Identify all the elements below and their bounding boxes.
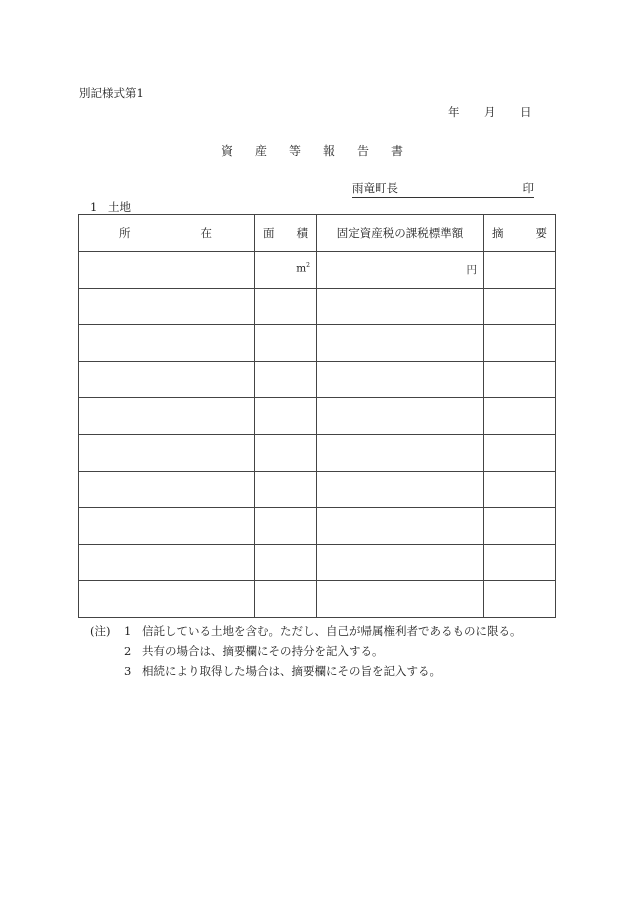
area-unit: $m^2$ — [296, 262, 310, 275]
area-cell[interactable] — [255, 508, 317, 545]
section-number: 1 — [90, 200, 98, 214]
note-item — [90, 641, 522, 661]
area-cell[interactable] — [255, 471, 317, 508]
area-cell[interactable] — [255, 434, 317, 471]
header-area-a: 面 — [263, 226, 275, 240]
location-cell[interactable] — [79, 508, 255, 545]
table-row — [79, 434, 556, 471]
valuation-cell[interactable] — [317, 544, 484, 581]
location-cell[interactable] — [79, 544, 255, 581]
valuation-cell[interactable] — [317, 508, 484, 545]
remarks-cell[interactable] — [484, 471, 556, 508]
area-cell[interactable] — [255, 288, 317, 325]
table-row — [79, 288, 556, 325]
remarks-cell[interactable] — [484, 508, 556, 545]
header-area-b: 積 — [296, 226, 308, 240]
area-cell[interactable] — [255, 544, 317, 581]
header-area — [255, 215, 317, 252]
area-cell[interactable] — [255, 361, 317, 398]
remarks-cell[interactable] — [484, 398, 556, 435]
remarks-cell[interactable] — [484, 325, 556, 362]
table-row — [79, 508, 556, 545]
table-row — [79, 252, 556, 289]
notes — [90, 621, 522, 681]
header-location-a: 所 — [119, 226, 131, 240]
remarks-cell[interactable] — [484, 434, 556, 471]
header-remarks-a: 摘 — [492, 226, 504, 240]
location-cell[interactable] — [79, 252, 255, 289]
table-row — [79, 581, 556, 618]
header-valuation: 固定資産税の課税標準額 — [317, 215, 484, 252]
header-location — [79, 215, 255, 252]
addressee-line — [352, 180, 534, 198]
area-cell[interactable] — [255, 252, 317, 289]
note-prefix: (注) — [90, 624, 111, 638]
table-row — [79, 471, 556, 508]
form-label: 別記様式第1 — [79, 86, 144, 100]
area-cell[interactable] — [255, 325, 317, 362]
remarks-cell[interactable] — [484, 581, 556, 618]
remarks-cell[interactable] — [484, 361, 556, 398]
table-row — [79, 398, 556, 435]
valuation-unit: 円 — [466, 264, 477, 276]
note-text: 相続により取得した場合は、摘要欄にその旨を記入する。 — [142, 664, 441, 678]
valuation-cell[interactable] — [317, 581, 484, 618]
valuation-cell[interactable] — [317, 252, 484, 289]
location-cell[interactable] — [79, 361, 255, 398]
valuation-cell[interactable] — [317, 325, 484, 362]
header-location-b: 在 — [200, 226, 212, 240]
valuation-cell[interactable] — [317, 471, 484, 508]
addressee-name: 雨竜町長 — [352, 181, 398, 195]
location-cell[interactable] — [79, 325, 255, 362]
note-item — [90, 621, 522, 641]
date-day-label: 日 — [520, 105, 532, 119]
valuation-cell[interactable] — [317, 398, 484, 435]
page-title: 資産等報告書 — [221, 144, 426, 158]
location-cell[interactable] — [79, 471, 255, 508]
remarks-cell[interactable] — [484, 288, 556, 325]
date-month-label: 月 — [484, 105, 496, 119]
note-number: 1 — [124, 624, 132, 638]
land-table — [78, 214, 556, 618]
area-cell[interactable] — [255, 581, 317, 618]
date-line — [448, 104, 532, 120]
note-number: 3 — [124, 664, 132, 678]
table-header-row — [79, 215, 556, 252]
remarks-cell[interactable] — [484, 252, 556, 289]
seal-mark: 印 — [522, 181, 534, 195]
location-cell[interactable] — [79, 434, 255, 471]
section-label: 土地 — [108, 200, 131, 214]
table-row — [79, 544, 556, 581]
section-heading — [90, 199, 131, 215]
area-cell[interactable] — [255, 398, 317, 435]
location-cell[interactable] — [79, 581, 255, 618]
header-remarks-b: 要 — [535, 226, 547, 240]
location-cell[interactable] — [79, 398, 255, 435]
valuation-cell[interactable] — [317, 288, 484, 325]
note-number: 2 — [124, 644, 132, 658]
table-row — [79, 361, 556, 398]
remarks-cell[interactable] — [484, 544, 556, 581]
note-text: 信託している土地を含む。ただし、自己が帰属権利者であるものに限る。 — [142, 624, 522, 638]
table-row — [79, 325, 556, 362]
note-text: 共有の場合は、摘要欄にその持分を記入する。 — [142, 644, 384, 658]
date-year-label: 年 — [448, 105, 460, 119]
note-item — [90, 661, 522, 681]
valuation-cell[interactable] — [317, 361, 484, 398]
valuation-cell[interactable] — [317, 434, 484, 471]
header-remarks — [484, 215, 556, 252]
location-cell[interactable] — [79, 288, 255, 325]
